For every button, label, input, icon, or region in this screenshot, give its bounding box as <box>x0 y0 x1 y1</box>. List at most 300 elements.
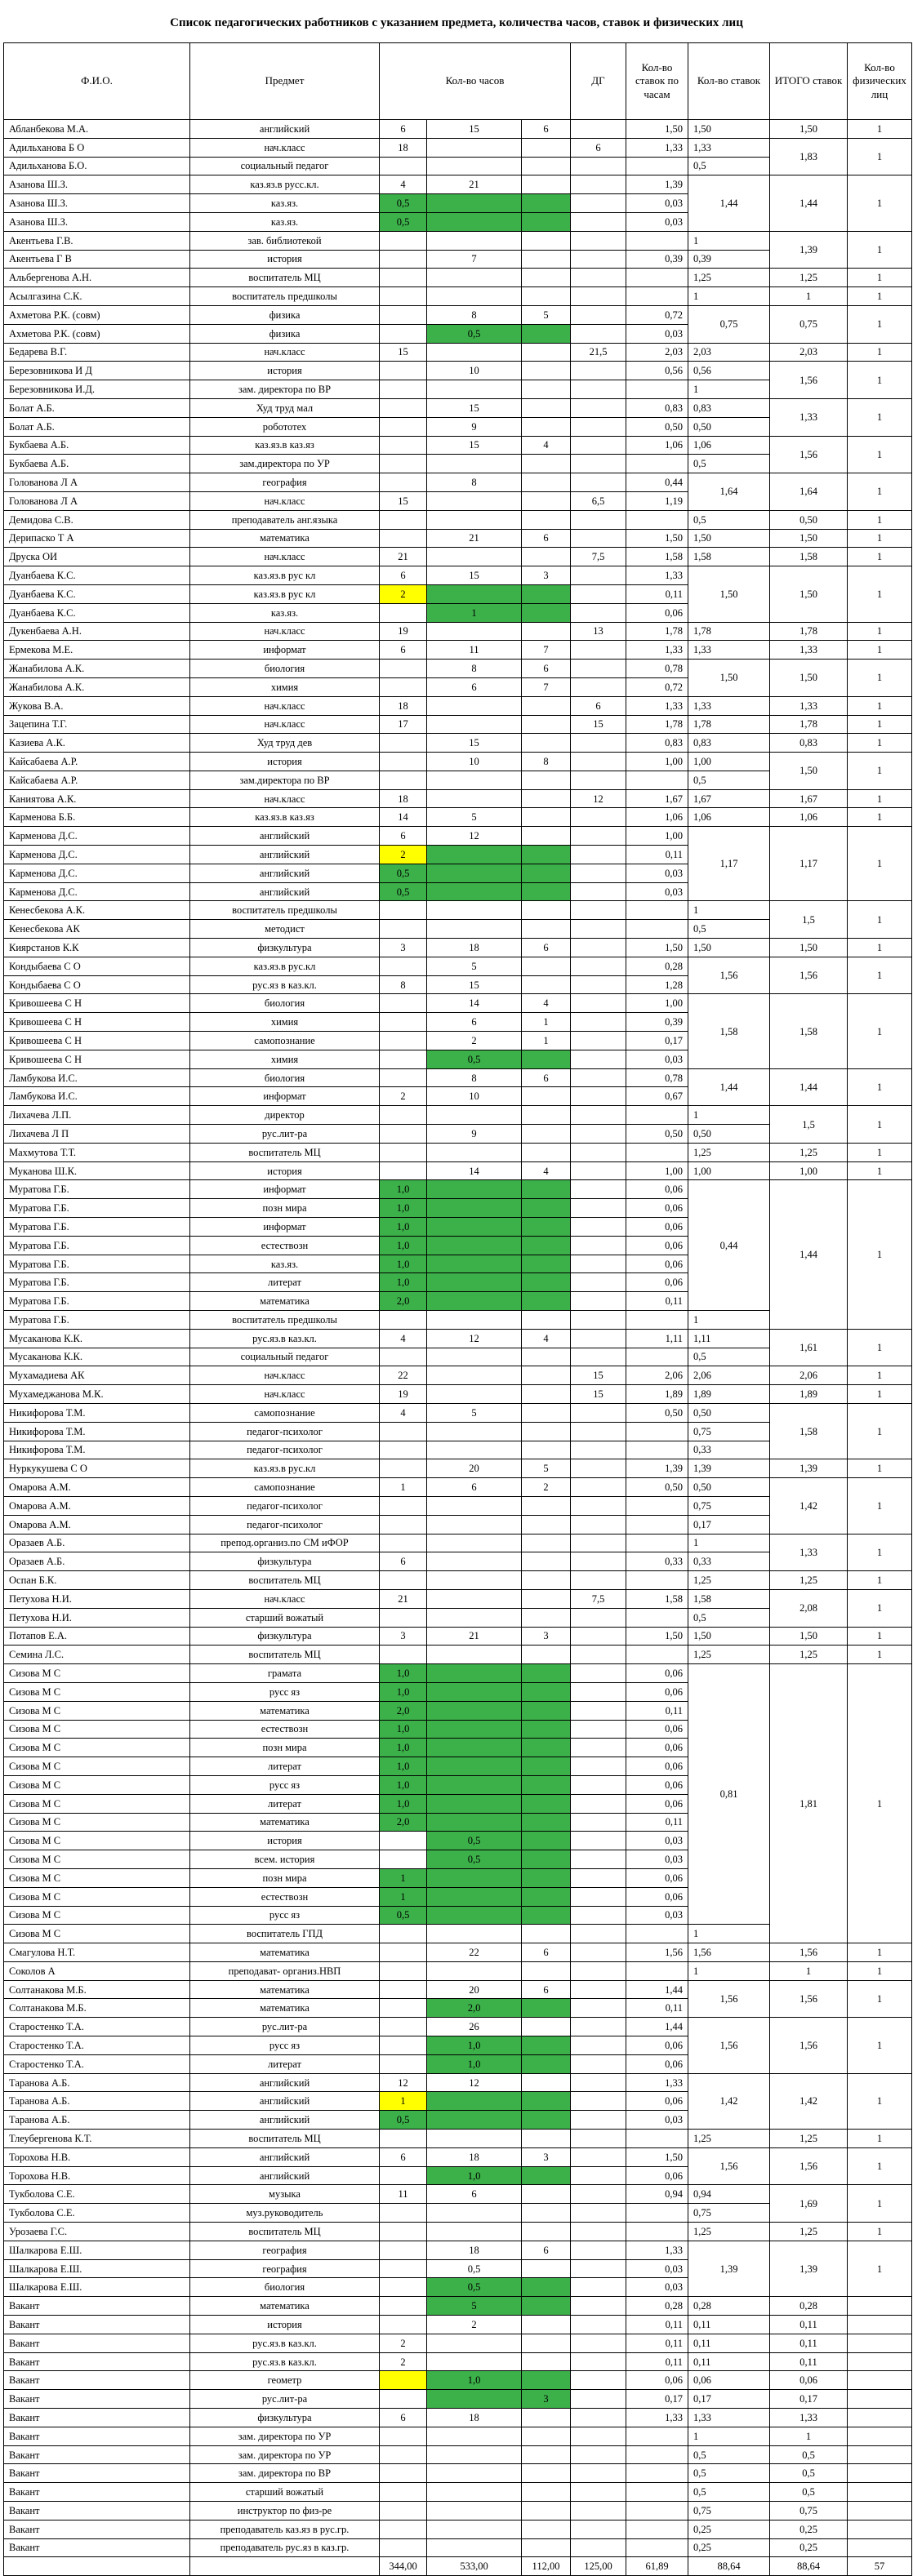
cell-hours-1: 6 <box>380 120 427 139</box>
cell-hours-2 <box>427 2204 522 2223</box>
total-hours-3: 112,00 <box>522 2557 571 2576</box>
table-row <box>4 1143 912 1161</box>
cell-hours-1: 6 <box>380 827 427 846</box>
cell-total-rates: 1,33 <box>770 2409 848 2427</box>
cell-dg <box>571 1757 626 1776</box>
table-row <box>4 473 912 492</box>
cell-hours-2 <box>427 1496 522 1515</box>
table-row <box>4 1961 912 1980</box>
cell-hours-2 <box>427 1794 522 1813</box>
cell-hours-3 <box>522 2334 571 2352</box>
cell-name: Вакант <box>4 2316 190 2334</box>
cell-hours-2: 21 <box>427 175 522 194</box>
cell-hours-2 <box>427 2092 522 2111</box>
cell-dg <box>571 2073 626 2092</box>
cell-rates-by-hours: 1,58 <box>626 548 688 566</box>
cell-hours-3 <box>522 287 571 306</box>
cell-name: Лихачева Л.П. <box>4 1106 190 1125</box>
table-row <box>4 138 912 157</box>
cell-total-rates: 1,00 <box>770 1161 848 1180</box>
cell-hours-3 <box>522 455 571 473</box>
cell-hours-3: 4 <box>522 994 571 1013</box>
cell-hours-2 <box>427 2538 522 2557</box>
cell-subject: физкультура <box>190 939 380 957</box>
cell-hours-2: 18 <box>427 939 522 957</box>
cell-hours-2: 12 <box>427 1329 522 1348</box>
cell-rates-by-hours: 0,11 <box>626 1999 688 2018</box>
cell-subject: естествозн <box>190 1236 380 1255</box>
cell-rates-by-hours: 0,72 <box>626 305 688 324</box>
cell-rates-by-hours <box>626 1515 688 1534</box>
cell-name: Сизова М С <box>4 1868 190 1887</box>
cell-hours-3: 3 <box>522 2147 571 2166</box>
cell-subject: нач.класс <box>190 491 380 510</box>
cell-rates: 0,33 <box>688 1441 770 1459</box>
cell-total-rates: 1,5 <box>770 901 848 939</box>
cell-dg <box>571 566 626 585</box>
cell-hours-2 <box>427 864 522 882</box>
cell-hours-1: 1,0 <box>380 1218 427 1237</box>
cell-hours-1: 18 <box>380 138 427 157</box>
cell-total-rates: 1,89 <box>770 1385 848 1404</box>
cell-total-rates: 0,75 <box>770 305 848 343</box>
cell-dg <box>571 882 626 901</box>
cell-hours-1: 1,0 <box>380 1255 427 1273</box>
cell-rates: 0,50 <box>688 1125 770 1144</box>
cell-hours-2 <box>427 2464 522 2483</box>
cell-subject: воспитатель предшколы <box>190 901 380 920</box>
cell-name: Сизова М С <box>4 1813 190 1832</box>
cell-dg <box>571 1106 626 1125</box>
cell-hours-3 <box>522 1255 571 1273</box>
cell-hours-2: 11 <box>427 641 522 660</box>
table-row <box>4 1366 912 1385</box>
cell-dg <box>571 1329 626 1348</box>
cell-hours-1: 6 <box>380 641 427 660</box>
table-row <box>4 734 912 753</box>
cell-rates-by-hours: 1,06 <box>626 436 688 455</box>
cell-hours-2 <box>427 1739 522 1757</box>
cell-subject: воспитатель МЦ <box>190 2223 380 2241</box>
cell-dg <box>571 1459 626 1478</box>
cell-dg <box>571 1906 626 1925</box>
table-row <box>4 510 912 529</box>
cell-hours-1 <box>380 2371 427 2390</box>
cell-rates: 0,44 <box>688 1180 770 1311</box>
cell-hours-2: 0,5 <box>427 2278 522 2297</box>
cell-hours-3: 4 <box>522 1161 571 1180</box>
cell-rates: 0,25 <box>688 2520 770 2538</box>
cell-dg <box>571 1887 626 1906</box>
cell-persons <box>848 2464 912 2483</box>
table-row <box>4 231 912 250</box>
cell-rates-by-hours: 0,03 <box>626 324 688 343</box>
cell-hours-3 <box>522 1794 571 1813</box>
cell-rates-by-hours <box>626 1646 688 1664</box>
cell-subject: информат <box>190 1218 380 1237</box>
cell-hours-3 <box>522 1868 571 1887</box>
table-row <box>4 2297 912 2316</box>
cell-rates-by-hours <box>626 2427 688 2445</box>
total-rates-by-hours: 61,89 <box>626 2557 688 2576</box>
cell-persons <box>848 2483 912 2502</box>
cell-hours-2: 7 <box>427 250 522 269</box>
cell-name: Сизова М С <box>4 1775 190 1794</box>
cell-dg <box>571 2502 626 2520</box>
cell-hours-2: 5 <box>427 957 522 975</box>
cell-hours-2: 6 <box>427 2185 522 2204</box>
cell-rates-by-hours: 0,39 <box>626 1013 688 1032</box>
total-hours-1: 344,00 <box>380 2557 427 2576</box>
cell-hours-1: 4 <box>380 1329 427 1348</box>
cell-hours-3 <box>522 2054 571 2073</box>
cell-persons <box>848 2297 912 2316</box>
cell-rates-by-hours: 1,33 <box>626 696 688 715</box>
cell-persons: 1 <box>848 994 912 1068</box>
cell-dg <box>571 584 626 603</box>
cell-total-rates: 1,42 <box>770 2073 848 2129</box>
cell-rates: 1,56 <box>688 2018 770 2073</box>
cell-name: Демидова С.В. <box>4 510 190 529</box>
cell-total-rates: 1,78 <box>770 622 848 641</box>
cell-rates: 1,25 <box>688 2130 770 2148</box>
cell-rates-by-hours: 1,33 <box>626 641 688 660</box>
cell-hours-1 <box>380 362 427 380</box>
cell-dg <box>571 734 626 753</box>
cell-hours-1 <box>380 1608 427 1627</box>
cell-hours-3 <box>522 827 571 846</box>
cell-total-rates: 0,5 <box>770 2483 848 2502</box>
cell-rates-by-hours: 1,28 <box>626 975 688 994</box>
cell-name: Муратова Г.Б. <box>4 1255 190 1273</box>
cell-hours-2 <box>427 1571 522 1590</box>
cell-hours-2 <box>427 901 522 920</box>
cell-rates: 0,5 <box>688 2464 770 2483</box>
cell-hours-3 <box>522 1664 571 1683</box>
cell-persons: 1 <box>848 1980 912 2018</box>
cell-rates-by-hours: 1,58 <box>626 1589 688 1608</box>
cell-hours-1: 6 <box>380 2409 427 2427</box>
cell-rates-by-hours: 0,06 <box>626 1720 688 1739</box>
cell-dg <box>571 1273 626 1292</box>
cell-total-rates: 1,69 <box>770 2185 848 2223</box>
cell-hours-2 <box>427 1646 522 1664</box>
cell-rates: 2,06 <box>688 1366 770 1385</box>
cell-hours-3 <box>522 975 571 994</box>
cell-dg <box>571 510 626 529</box>
cell-hours-2: 0,5 <box>427 1850 522 1869</box>
cell-name: Жанабилова А.К. <box>4 677 190 696</box>
cell-hours-3 <box>522 1646 571 1664</box>
cell-name: Акентьева Г.В. <box>4 231 190 250</box>
cell-hours-1 <box>380 1422 427 1441</box>
cell-dg <box>571 269 626 287</box>
cell-hours-2: 8 <box>427 1068 522 1087</box>
cell-subject: информат <box>190 641 380 660</box>
cell-dg <box>571 2334 626 2352</box>
cell-hours-2: 26 <box>427 2018 522 2036</box>
total-total-rates: 88,64 <box>770 2557 848 2576</box>
cell-hours-3 <box>522 771 571 789</box>
cell-subject: рус.яз в каз.кл. <box>190 975 380 994</box>
cell-persons: 1 <box>848 436 912 473</box>
cell-rates-by-hours <box>626 157 688 175</box>
cell-hours-1 <box>380 1143 427 1161</box>
cell-rates-by-hours: 1,39 <box>626 1459 688 1478</box>
cell-name: Вакант <box>4 2334 190 2352</box>
cell-dg <box>571 1311 626 1330</box>
cell-hours-2 <box>427 1422 522 1441</box>
cell-hours-3 <box>522 1682 571 1701</box>
cell-hours-3: 7 <box>522 677 571 696</box>
cell-name: Альбергенова А.Н. <box>4 269 190 287</box>
cell-name: Сизова М С <box>4 1682 190 1701</box>
cell-rates: 1 <box>688 1106 770 1125</box>
table-row <box>4 1589 912 1608</box>
cell-dg: 6 <box>571 696 626 715</box>
table-row <box>4 2130 912 2148</box>
cell-hours-2: 15 <box>427 975 522 994</box>
table-row <box>4 2147 912 2166</box>
cell-persons: 1 <box>848 622 912 641</box>
cell-name: Семина Л.С. <box>4 1646 190 1664</box>
cell-subject: литерат <box>190 2054 380 2073</box>
cell-subject: педагог-психолог <box>190 1515 380 1534</box>
cell-persons: 1 <box>848 138 912 175</box>
cell-total-rates: 1,56 <box>770 2147 848 2185</box>
cell-name: Голованова Л А <box>4 473 190 492</box>
cell-dg <box>571 287 626 306</box>
cell-persons <box>848 2445 912 2464</box>
cell-hours-1: 2 <box>380 584 427 603</box>
cell-hours-3 <box>522 1534 571 1552</box>
cell-rates-by-hours: 0,06 <box>626 603 688 622</box>
cell-rates-by-hours: 0,03 <box>626 1832 688 1850</box>
cell-rates-by-hours <box>626 2204 688 2223</box>
cell-name: Урозаева Г.С. <box>4 2223 190 2241</box>
cell-hours-3: 4 <box>522 436 571 455</box>
cell-hours-1: 3 <box>380 1627 427 1646</box>
cell-subject: русс яз <box>190 2036 380 2055</box>
cell-rates: 0,5 <box>688 1608 770 1627</box>
table-row <box>4 2185 912 2204</box>
cell-hours-1: 12 <box>380 2073 427 2092</box>
cell-name: Сизова М С <box>4 1887 190 1906</box>
cell-subject: воспитатель МЦ <box>190 1571 380 1590</box>
cell-subject: каз.яз.в каз.яз <box>190 808 380 827</box>
cell-rates-by-hours: 1,50 <box>626 529 688 548</box>
cell-hours-1: 22 <box>380 1366 427 1385</box>
table-row <box>4 2316 912 2334</box>
cell-hours-2: 14 <box>427 1161 522 1180</box>
cell-total-rates: 0,5 <box>770 2464 848 2483</box>
cell-hours-3 <box>522 2352 571 2371</box>
cell-total-rates: 0,5 <box>770 2445 848 2464</box>
table-row <box>4 2520 912 2538</box>
cell-name: Каниятова А.К. <box>4 789 190 808</box>
cell-rates: 1 <box>688 901 770 920</box>
table-row <box>4 827 912 846</box>
cell-hours-3 <box>522 2427 571 2445</box>
cell-dg <box>571 2352 626 2371</box>
cell-rates: 1,33 <box>688 2409 770 2427</box>
cell-hours-3: 1 <box>522 1032 571 1050</box>
cell-hours-2 <box>427 380 522 399</box>
cell-hours-1 <box>380 2316 427 2334</box>
cell-hours-3 <box>522 1441 571 1459</box>
cell-hours-2: 22 <box>427 1943 522 1962</box>
cell-hours-2: 18 <box>427 2241 522 2259</box>
cell-dg <box>571 529 626 548</box>
cell-total-rates: 1,39 <box>770 2241 848 2296</box>
cell-rates-by-hours: 0,44 <box>626 473 688 492</box>
cell-hours-1 <box>380 2054 427 2073</box>
cell-rates-by-hours <box>626 1925 688 1943</box>
cell-rates-by-hours: 0,06 <box>626 1236 688 1255</box>
cell-hours-1: 4 <box>380 175 427 194</box>
cell-rates-by-hours <box>626 1348 688 1366</box>
cell-persons <box>848 2334 912 2352</box>
cell-hours-1 <box>380 771 427 789</box>
cell-persons: 1 <box>848 510 912 529</box>
cell-hours-2 <box>427 2483 522 2502</box>
cell-rates-by-hours: 0,03 <box>626 1906 688 1925</box>
cell-subject: препод.организ.по СМ иФОР <box>190 1534 380 1552</box>
cell-name: Дукенбаева А.Н. <box>4 622 190 641</box>
cell-hours-2 <box>427 231 522 250</box>
cell-hours-2 <box>427 1199 522 1218</box>
cell-dg <box>571 2278 626 2297</box>
cell-rates: 0,5 <box>688 510 770 529</box>
cell-name: Карменова Д.С. <box>4 827 190 846</box>
cell-dg: 6,5 <box>571 491 626 510</box>
cell-hours-3 <box>522 1813 571 1832</box>
cell-hours-2 <box>427 2352 522 2371</box>
cell-rates-by-hours: 0,06 <box>626 2036 688 2055</box>
cell-subject: русс яз <box>190 1775 380 1794</box>
cell-hours-2 <box>427 584 522 603</box>
cell-rates-by-hours: 0,11 <box>626 846 688 864</box>
cell-hours-3 <box>522 622 571 641</box>
cell-hours-1 <box>380 455 427 473</box>
cell-subject: химия <box>190 677 380 696</box>
table-row <box>4 529 912 548</box>
cell-name: Сизова М С <box>4 1832 190 1850</box>
cell-hours-1: 2,0 <box>380 1701 427 1720</box>
cell-dg <box>571 2018 626 2036</box>
cell-rates: 1,25 <box>688 1646 770 1664</box>
cell-rates-by-hours: 0,11 <box>626 2316 688 2334</box>
cell-hours-1 <box>380 157 427 175</box>
cell-hours-3 <box>522 882 571 901</box>
cell-hours-3 <box>522 1850 571 1869</box>
cell-hours-1 <box>380 1050 427 1068</box>
cell-hours-1: 1,0 <box>380 1664 427 1683</box>
cell-hours-2: 9 <box>427 1125 522 1144</box>
cell-name: Муратова Г.Б. <box>4 1311 190 1330</box>
cell-rates-by-hours <box>626 1608 688 1627</box>
cell-rates: 1,25 <box>688 269 770 287</box>
cell-total-rates: 0,17 <box>770 2390 848 2409</box>
cell-hours-1 <box>380 231 427 250</box>
cell-hours-1: 0,5 <box>380 212 427 231</box>
cell-hours-1: 19 <box>380 1385 427 1404</box>
cell-rates-by-hours: 1,89 <box>626 1385 688 1404</box>
cell-rates-by-hours: 1,56 <box>626 1943 688 1962</box>
cell-persons: 1 <box>848 1534 912 1571</box>
cell-hours-3: 1 <box>522 1013 571 1032</box>
cell-hours-3 <box>522 2316 571 2334</box>
cell-rates: 1,00 <box>688 753 770 771</box>
cell-rates-by-hours <box>626 1961 688 1980</box>
cell-rates-by-hours: 1,44 <box>626 1980 688 1999</box>
cell-hours-1: 17 <box>380 715 427 734</box>
cell-hours-3 <box>522 2185 571 2204</box>
cell-persons: 1 <box>848 2185 912 2223</box>
cell-rates-by-hours <box>626 455 688 473</box>
cell-persons: 1 <box>848 362 912 399</box>
cell-hours-3 <box>522 1608 571 1627</box>
cell-hours-3 <box>522 2223 571 2241</box>
cell-hours-2 <box>427 2502 522 2520</box>
cell-name: Кондыбаева С О <box>4 957 190 975</box>
cell-rates: 1,39 <box>688 1459 770 1478</box>
cell-hours-3 <box>522 1571 571 1590</box>
cell-hours-1 <box>380 2464 427 2483</box>
cell-hours-1 <box>380 1980 427 1999</box>
cell-hours-3 <box>522 212 571 231</box>
cell-subject: каз.яз.в рус.кл <box>190 1459 380 1478</box>
cell-dg <box>571 2259 626 2278</box>
cell-hours-2: 10 <box>427 1087 522 1106</box>
table-row <box>4 2427 912 2445</box>
cell-subject: рус.яз.в каз.кл. <box>190 2352 380 2371</box>
cell-name: Сизова М С <box>4 1794 190 1813</box>
cell-rates-by-hours: 1,39 <box>626 175 688 194</box>
cell-rates: 0,11 <box>688 2334 770 2352</box>
cell-name: Вакант <box>4 2445 190 2464</box>
cell-dg: 15 <box>571 1385 626 1404</box>
cell-persons: 1 <box>848 1180 912 1329</box>
cell-subject: старший вожатый <box>190 2483 380 2502</box>
cell-dg: 12 <box>571 789 626 808</box>
table-row <box>4 1180 912 1199</box>
cell-name: Ламбукова И.С. <box>4 1068 190 1087</box>
cell-hours-2 <box>427 138 522 157</box>
cell-rates-by-hours: 2,06 <box>626 1366 688 1385</box>
cell-rates: 0,81 <box>688 1664 770 1925</box>
cell-name: Мусаканова К.К. <box>4 1329 190 1348</box>
cell-rates-by-hours: 0,06 <box>626 1218 688 1237</box>
table-row <box>4 2223 912 2241</box>
cell-subject: зам. директора по ВР <box>190 380 380 399</box>
cell-rates-by-hours: 0,72 <box>626 677 688 696</box>
cell-hours-3 <box>522 1757 571 1776</box>
cell-rates-by-hours: 1,33 <box>626 566 688 585</box>
cell-hours-1 <box>380 1013 427 1032</box>
cell-dg <box>571 1868 626 1887</box>
totals-row <box>4 2557 912 2576</box>
table-row <box>4 1161 912 1180</box>
cell-rates: 0,17 <box>688 1515 770 1534</box>
cell-hours-3 <box>522 2483 571 2502</box>
table-row <box>4 1459 912 1478</box>
cell-subject: позн мира <box>190 1739 380 1757</box>
cell-name: Кондыбаева С О <box>4 975 190 994</box>
cell-hours-2: 6 <box>427 1013 522 1032</box>
cell-hours-1 <box>380 2241 427 2259</box>
cell-dg <box>571 1180 626 1199</box>
